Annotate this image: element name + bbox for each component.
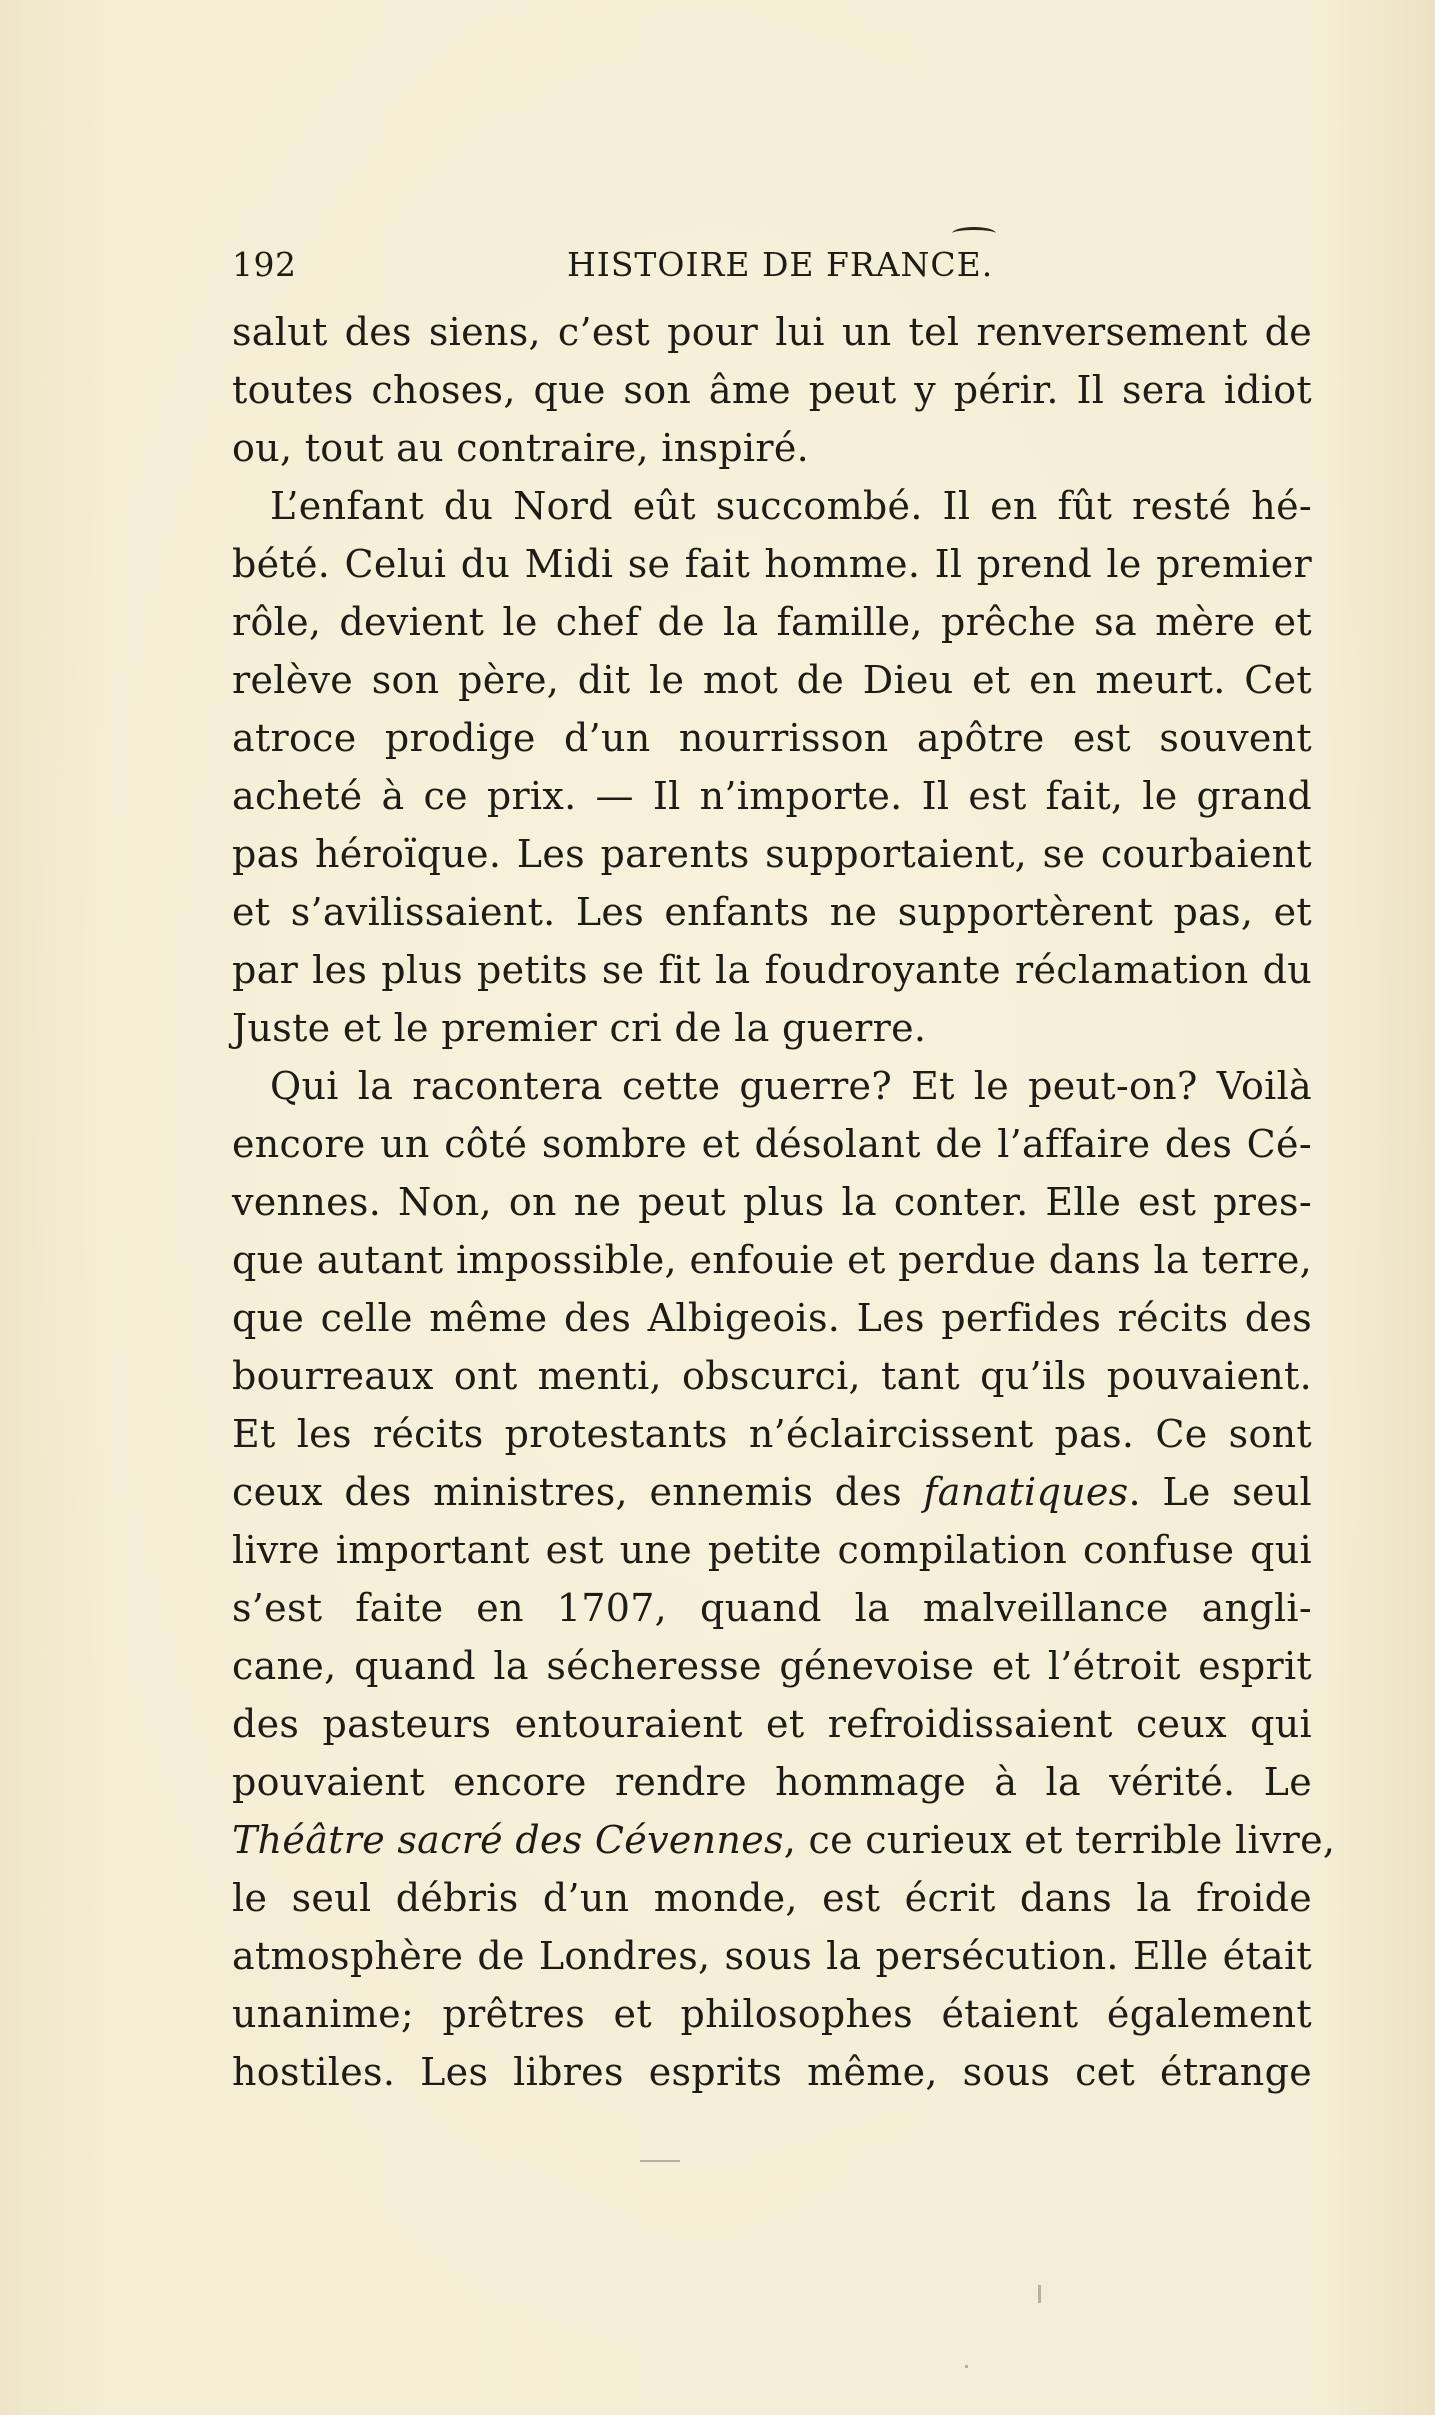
page-header xyxy=(232,245,1312,285)
text-line: salut des siens, c’est pour lui un tel renversement de xyxy=(232,310,1312,354)
text-line: Et les récits protestants n’éclaircissent pas. Ce sont xyxy=(232,1412,1312,1456)
text-line: que celle même des Albigeois. Les perfides récits des xyxy=(232,1296,1312,1340)
italic-title: fanatiques xyxy=(923,1470,1129,1514)
text-line: ou, tout au contraire, inspiré. xyxy=(232,426,810,470)
text-line: bourreaux ont menti, obscurci, tant qu’ils pouvaient. xyxy=(232,1354,1312,1398)
paper-speck xyxy=(1038,2285,1041,2303)
text-line: et s’avilissaient. Les enfants ne supportèrent pas, et xyxy=(232,890,1312,934)
italic-title: Théâtre sacré des Cévennes xyxy=(232,1818,784,1862)
running-title: HISTOIRE DE FRANCE. xyxy=(567,245,994,284)
text-line: relève son père, dit le mot de Dieu et en meurt. Cet xyxy=(232,658,1312,702)
text-line: atroce prodige d’un nourrisson apôtre est souvent xyxy=(232,716,1312,760)
text-line: ceux des ministres, ennemis des fanatiques. Le seul xyxy=(232,1470,1312,1514)
text-line: atmosphère de Londres, sous la persécution. Elle était xyxy=(232,1934,1312,1978)
text-line: le seul débris d’un monde, est écrit dans la froide xyxy=(232,1876,1312,1920)
text-line: des pasteurs entouraient et refroidissaient ceux qui xyxy=(232,1702,1312,1746)
text-line: L’enfant du Nord eût succombé. Il en fût resté hé- xyxy=(270,484,1312,528)
text-line: cane, quand la sécheresse génevoise et l’étroit esprit xyxy=(232,1644,1312,1688)
text-line: Théâtre sacré des Cévennes, ce curieux et terrible livre, xyxy=(232,1818,1336,1862)
text-line: hostiles. Les libres esprits même, sous cet étrange xyxy=(232,2050,1312,2094)
text-line: pouvaient encore rendre hommage à la vérité. Le xyxy=(232,1760,1312,1804)
text-line: bété. Celui du Midi se fait homme. Il prend le premier xyxy=(232,542,1312,586)
paper-speck xyxy=(640,2160,680,2162)
text-line: rôle, devient le chef de la famille, prêche sa mère et xyxy=(232,600,1312,644)
text-line: vennes. Non, on ne peut plus la conter. Elle est pres- xyxy=(232,1180,1312,1224)
text-line: unanime; prêtres et philosophes étaient également xyxy=(232,1992,1312,2036)
text-line: livre important est une petite compilation confuse qui xyxy=(232,1528,1312,1572)
text-line: Juste et le premier cri de la guerre. xyxy=(232,1006,927,1050)
text-line: pas héroïque. Les parents supportaient, se courbaient xyxy=(232,832,1312,876)
page-number: 192 xyxy=(232,245,297,284)
text-line: toutes choses, que son âme peut y périr. Il sera idiot xyxy=(232,368,1312,412)
text-line: acheté à ce prix. — Il n’importe. Il est fait, le grand xyxy=(232,774,1312,818)
text-line: que autant impossible, enfouie et perdue dans la terre, xyxy=(232,1238,1312,1282)
paper-speck xyxy=(965,2365,968,2368)
text-line: encore un côté sombre et désolant de l’affaire des Cé- xyxy=(232,1122,1312,1166)
header-ornament xyxy=(952,227,996,240)
text-line: s’est faite en 1707, quand la malveillance angli- xyxy=(232,1586,1312,1630)
body-text xyxy=(232,303,1336,2101)
text-line: Qui la racontera cette guerre? Et le peut-on? Voilà xyxy=(270,1064,1312,1108)
text-line: par les plus petits se fit la foudroyante réclamation du xyxy=(232,948,1312,992)
